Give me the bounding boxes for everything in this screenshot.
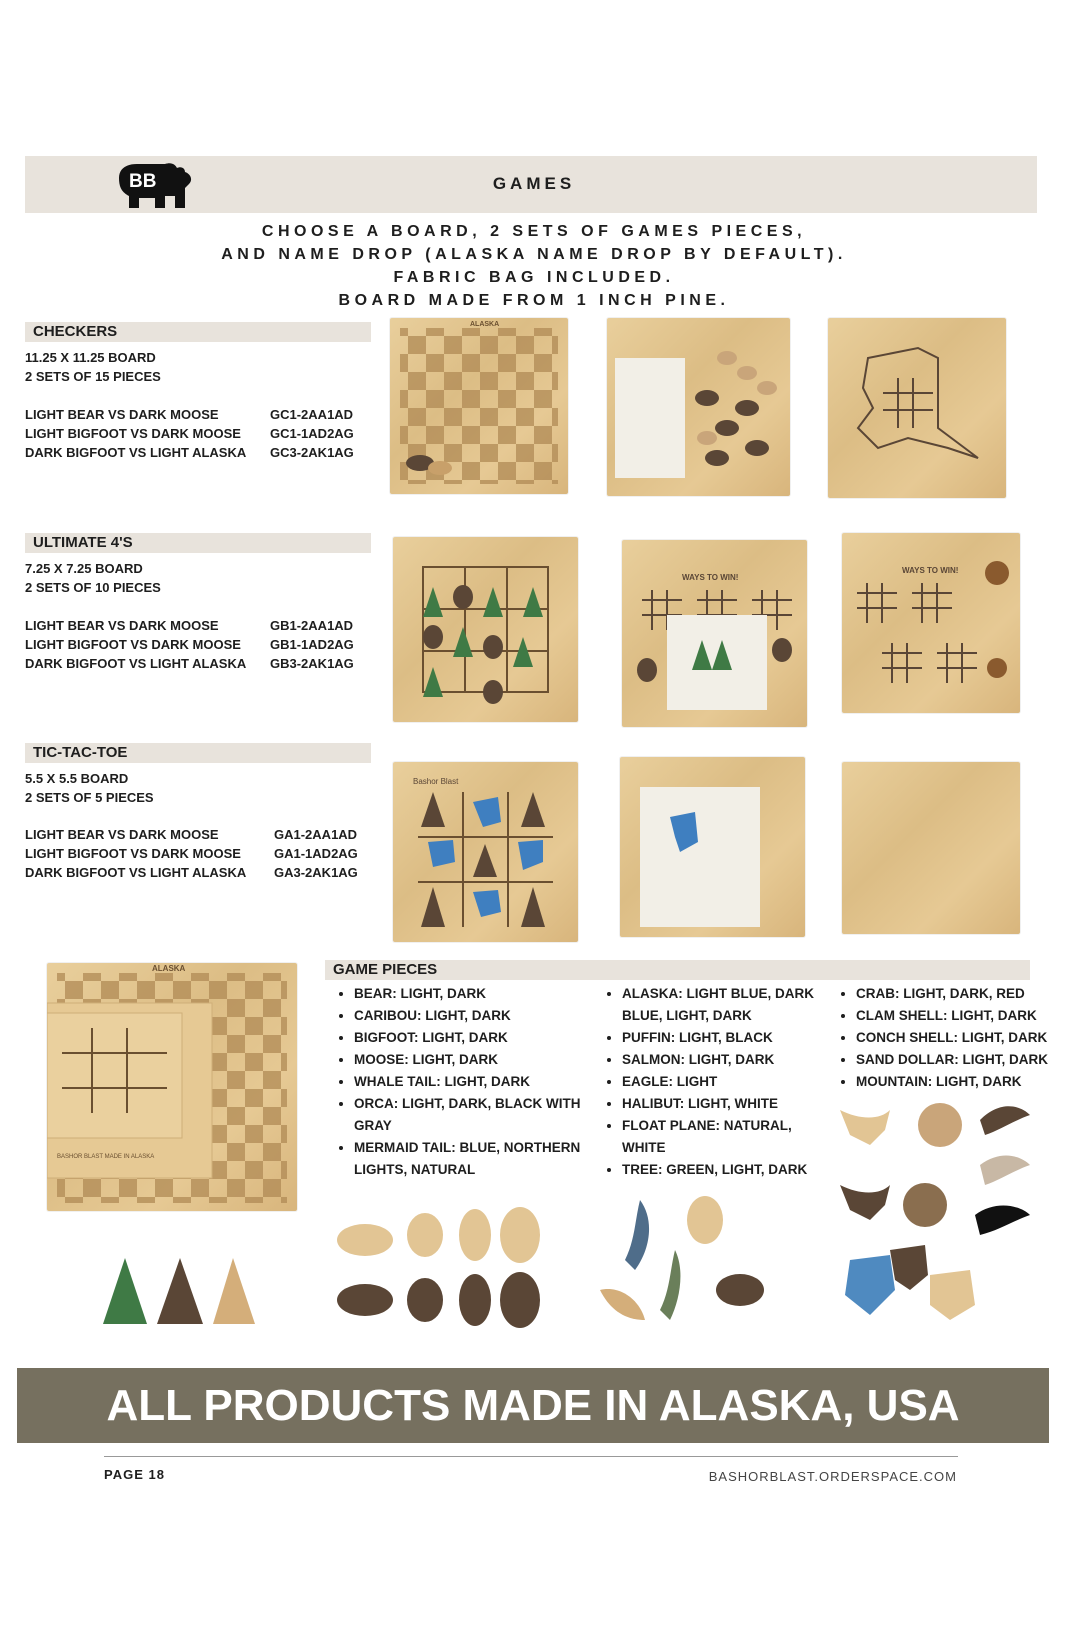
- section-title-checkers: CHECKERS: [25, 322, 371, 342]
- tictactoe-size: 5.5 X 5.5 BOARD: [25, 771, 129, 786]
- variant-name: LIGHT BEAR VS DARK MOOSE: [25, 407, 219, 422]
- variant-name: LIGHT BEAR VS DARK MOOSE: [25, 618, 219, 633]
- list-item: • SAND DOLLAR: LIGHT, DARK: [856, 1049, 1068, 1071]
- animal-pieces-photo: [335, 1200, 550, 1330]
- list-item: • FLOAT PLANE: NATURAL, WHITE: [622, 1115, 832, 1159]
- checkers-code-list: [270, 405, 354, 462]
- list-item: • CARIBOU: LIGHT, DARK: [354, 1005, 594, 1027]
- list-item: • CONCH SHELL: LIGHT, DARK: [856, 1027, 1068, 1049]
- footer-divider: [104, 1456, 958, 1457]
- svg-text:ALASKA: ALASKA: [152, 964, 186, 973]
- intro-line-4: BOARD MADE FROM 1 INCH PINE.: [338, 292, 730, 309]
- made-in-alaska-banner: ALL PRODUCTS MADE IN ALASKA, USA: [17, 1368, 1049, 1443]
- ultimate-variant-list: [25, 616, 246, 673]
- board-combo-photo: [47, 963, 297, 1211]
- intro-line-2: AND NAME DROP (ALASKA NAME DROP BY DEFAULT).: [221, 246, 847, 263]
- intro-text: [0, 220, 1068, 312]
- tictactoe-board-photo: [393, 762, 578, 942]
- ultimate-ways-board-photo: [842, 533, 1020, 713]
- page-title: GAMES: [492, 174, 576, 193]
- variant-code: GB1-2AA1AD: [270, 618, 354, 633]
- variant-code: GB1-1AD2AG: [270, 637, 354, 652]
- variant-code: GC1-2AA1AD: [270, 407, 354, 422]
- tictactoe-variant-list: [25, 825, 246, 882]
- checkers-pieces: 2 SETS OF 15 PIECES: [25, 369, 161, 384]
- variant-name: DARK BIGFOOT VS LIGHT ALASKA: [25, 445, 247, 460]
- alaska-board-photo: [828, 318, 1006, 498]
- tictactoe-code-list: [274, 825, 358, 882]
- svg-text:ALASKA: ALASKA: [470, 321, 500, 328]
- list-item: • ALASKA: LIGHT BLUE, DARK BLUE, LIGHT, DARK: [622, 983, 832, 1027]
- variant-code: GA1-1AD2AG: [274, 846, 358, 861]
- checkers-variant-list: [25, 405, 246, 462]
- list-item: • TREE: GREEN, LIGHT, DARK: [622, 1159, 832, 1181]
- variant-code: GA3-2AK1AG: [274, 865, 358, 880]
- svg-text:WAYS TO WIN!: WAYS TO WIN!: [902, 566, 959, 575]
- ultimate-pieces: 2 SETS OF 10 PIECES: [25, 580, 161, 595]
- sea-pieces-photo: [590, 1190, 790, 1330]
- list-item: • SALMON: LIGHT, DARK: [622, 1049, 832, 1071]
- tictactoe-bag-photo: [620, 757, 805, 937]
- ultimate-size: 7.25 X 7.25 BOARD: [25, 561, 143, 576]
- ultimate-board-photo: [393, 537, 578, 722]
- list-item: • EAGLE: LIGHT: [622, 1071, 832, 1093]
- variant-name: LIGHT BIGFOOT VS DARK MOOSE: [25, 846, 241, 861]
- list-item: • BIGFOOT: LIGHT, DARK: [354, 1027, 594, 1049]
- intro-line-3: FABRIC BAG INCLUDED.: [393, 269, 675, 286]
- list-item: • BEAR: LIGHT, DARK: [354, 983, 594, 1005]
- variant-name: LIGHT BIGFOOT VS DARK MOOSE: [25, 426, 241, 441]
- section-title-ultimate: ULTIMATE 4'S: [25, 533, 371, 553]
- variant-code: GC1-1AD2AG: [270, 426, 354, 441]
- logo-text: BB: [129, 171, 157, 192]
- checkers-board-photo: [390, 318, 568, 494]
- section-title-tictactoe: TIC-TAC-TOE: [25, 743, 371, 763]
- game-pieces-list-3: [838, 983, 1068, 1093]
- svg-text:WAYS TO WIN!: WAYS TO WIN!: [682, 573, 739, 582]
- list-item: • MOOSE: LIGHT, DARK: [354, 1049, 594, 1071]
- website-link[interactable]: BASHORBLAST.ORDERSPACE.COM: [708, 1469, 957, 1484]
- variant-name: DARK BIGFOOT VS LIGHT ALASKA: [25, 656, 247, 671]
- variant-code: GA1-2AA1AD: [274, 827, 358, 842]
- intro-line-1: CHOOSE A BOARD, 2 SETS OF GAMES PIECES,: [261, 223, 807, 240]
- ocean-pieces-photo: [830, 1090, 1040, 1325]
- tictactoe-plain-board-photo: [842, 762, 1020, 934]
- checkers-size: 11.25 X 11.25 BOARD: [25, 350, 156, 365]
- variant-name: LIGHT BIGFOOT VS DARK MOOSE: [25, 637, 241, 652]
- game-pieces-list-2: [604, 983, 832, 1181]
- variant-code: GB3-2AK1AG: [270, 656, 354, 671]
- svg-text:Bashor Blast: Bashor Blast: [413, 777, 459, 786]
- list-item: • MOUNTAIN: LIGHT, DARK: [856, 1071, 1068, 1093]
- ultimate-ways-to-win-photo: [622, 540, 807, 727]
- variant-name: DARK BIGFOOT VS LIGHT ALASKA: [25, 865, 247, 880]
- game-pieces-list-1: [336, 983, 594, 1181]
- list-item: • WHALE TAIL: LIGHT, DARK: [354, 1071, 594, 1093]
- checkers-pieces-photo: [607, 318, 790, 496]
- list-item: • PUFFIN: LIGHT, BLACK: [622, 1027, 832, 1049]
- game-pieces-title: GAME PIECES: [325, 960, 1030, 980]
- tree-pieces-photo: [95, 1258, 265, 1330]
- tictactoe-pieces: 2 SETS OF 5 PIECES: [25, 790, 154, 805]
- list-item: • CRAB: LIGHT, DARK, RED: [856, 983, 1068, 1005]
- page-number: PAGE 18: [104, 1467, 165, 1482]
- variant-name: LIGHT BEAR VS DARK MOOSE: [25, 827, 219, 842]
- list-item: • MERMAID TAIL: BLUE, NORTHERN LIGHTS, NATURAL: [354, 1137, 594, 1181]
- ultimate-code-list: [270, 616, 354, 673]
- svg-text:BASHOR BLAST MADE IN ALASKA: BASHOR BLAST MADE IN ALASKA: [57, 1154, 155, 1160]
- list-item: • CLAM SHELL: LIGHT, DARK: [856, 1005, 1068, 1027]
- list-item: • HALIBUT: LIGHT, WHITE: [622, 1093, 832, 1115]
- variant-code: GC3-2AK1AG: [270, 445, 354, 460]
- list-item: • ORCA: LIGHT, DARK, BLACK WITH GRAY: [354, 1093, 594, 1137]
